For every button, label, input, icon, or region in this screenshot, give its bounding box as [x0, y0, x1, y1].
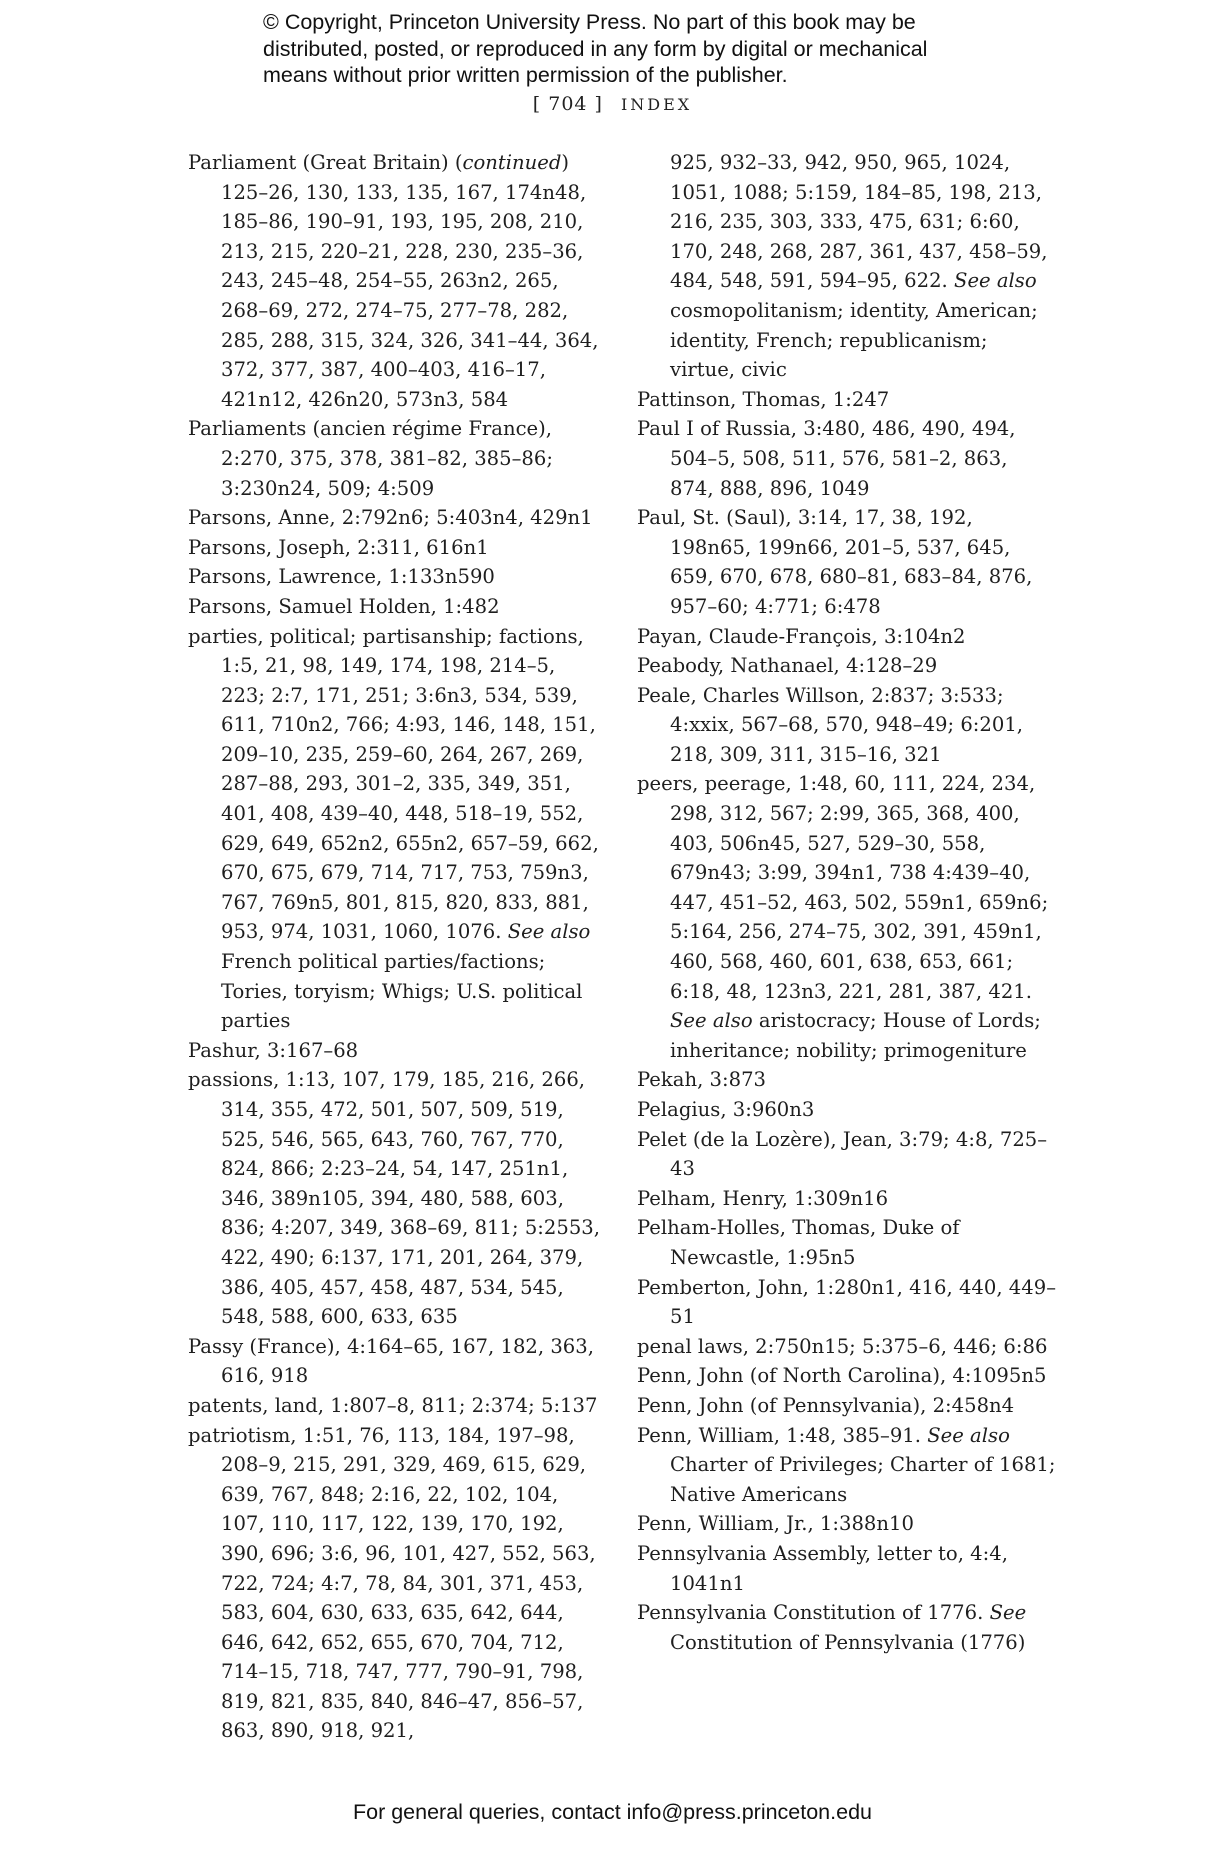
index-entry-text: Pekah, 3:873 — [637, 1068, 766, 1092]
index-entry — [637, 1095, 1057, 1125]
index-entry — [637, 1065, 1057, 1095]
index-column-left — [188, 148, 603, 1746]
index-entry — [637, 769, 1057, 1065]
index-entry-text: Penn, John (of Pennsylvania), 2:458n4 — [637, 1393, 1015, 1417]
index-entry-text: Pattinson, Thomas, 1:247 — [637, 387, 890, 411]
index-entry-text: Parsons, Anne, 2:792n6; 5:403n4, 429n1 — [188, 506, 593, 530]
index-entry-text: Pelham-Holles, Thomas, Duke of Newcastle, 1:95n5 — [637, 1216, 960, 1269]
index-entry — [188, 533, 603, 563]
index-entry — [188, 1391, 603, 1421]
index-entry-text: cosmopolitanism; identity, American; identity, French; republicanism; virtue, civic — [670, 298, 1038, 382]
index-entry — [188, 148, 603, 178]
index-entry-text: Peabody, Nathanael, 4:128–29 — [637, 654, 938, 678]
index-entry — [188, 562, 603, 592]
index-entry-text: Penn, William, 1:48, 385–91. — [637, 1423, 928, 1447]
index-entry — [637, 1391, 1057, 1421]
index-entry-see-reference: See — [989, 1601, 1027, 1625]
index-entry-text: Paul I of Russia, 3:480, 486, 490, 494, 504–5, 508, 511, 576, 581–2, 863, 874, 888, 896, 1049 — [637, 417, 1016, 500]
index-entry-text: 925, 932–33, 942, 950, 965, 1024, 1051, 1088; 5:159, 184–85, 198, 213, 216, 235, 303, 333, 475, 631; 6:60, 170, 248, 268, 287, 361, 437, 458–59, 484, 548, 591, 594–95, 622. — [670, 151, 1048, 293]
index-entry — [637, 1332, 1057, 1362]
index-entry-see-reference: See also — [507, 920, 591, 944]
index-entry-text: Paul, St. (Saul), 3:14, 17, 38, 192, 198n65, 199n66, 201–5, 537, 645, 659, 670, 678, 680–81, 683–84, 876, 957–60; 4:771; 6:478 — [637, 506, 1033, 618]
index-entry-text: ) — [561, 151, 570, 174]
index-entry — [637, 1273, 1057, 1332]
index-entry-text: Penn, John (of North Carolina), 4:1095n5 — [637, 1364, 1047, 1388]
index-entry-see-reference: See also — [927, 1423, 1010, 1447]
index-entry — [188, 1332, 603, 1391]
index-entry-text: French political parties/factions; Tories, toryism; Whigs; U.S. political parties — [221, 950, 583, 1033]
index-column-right — [637, 148, 1057, 1657]
index-entry — [637, 148, 1057, 385]
index-entry — [637, 385, 1057, 415]
index-entry — [188, 1036, 603, 1066]
index-entry-text: Parsons, Lawrence, 1:133n590 — [188, 565, 495, 589]
index-entry-text: 125–26, 130, 133, 135, 167, 174n48, 185–86, 190–91, 193, 195, 208, 210, 213, 215, 220–21, 228, 230, 235–36, 243, 245–48, 254–55, 263n2, 265, 268–69, 272, 274–75, 277–78, 282, 285, 288, 315, 324, 326, 341–44, 364, 372, 377, 387, 400–403, 416–17, 421n12, 426n20, 573n3, 584 — [221, 180, 599, 411]
index-entry — [637, 414, 1057, 503]
index-entry — [637, 1184, 1057, 1214]
index-entry — [637, 651, 1057, 681]
section-title: INDEX — [620, 95, 693, 114]
index-entry-text: Parsons, Samuel Holden, 1:482 — [188, 594, 500, 618]
copyright-notice: © Copyright, Princeton University Press. No part of this book may be distributed, posted, or reproduced in any form by digital or mechanical means without prior written permission of the publisher. — [263, 10, 928, 87]
index-entry — [637, 1509, 1057, 1539]
index-entry-text: passions, 1:13, 107, 179, 185, 216, 266, 314, 355, 472, 501, 507, 509, 519, 525, 546, 565, 643, 760, 767, 770, 824, 866; 2:23–24, 54, 147, 251n1, 346, 389n105, 394, 480, 588, 603, 836; 4:207, 349, 368–69, 811; 5:2553, 422, 490; 6:137, 171, 201, 264, 379, 386, 405, 457, 458, 487, 534, 545, 548, 588, 600, 633, 635 — [188, 1068, 600, 1329]
index-entry-text: Payan, Claude-François, 3:104n2 — [637, 624, 966, 648]
index-entry — [637, 681, 1057, 770]
index-entry — [637, 1213, 1057, 1272]
index-entry — [188, 414, 603, 503]
index-entry — [188, 503, 603, 533]
index-entry — [188, 592, 603, 622]
index-entry-text: Parliament (Great Britain) ( — [188, 151, 463, 174]
index-entry-text: Peale, Charles Willson, 2:837; 3:533; 4:xxix, 567–68, 570, 948–49; 6:201, 218, 309, 311, 315–16, 321 — [637, 683, 1024, 766]
index-entry-text: Pennsylvania Assembly, letter to, 4:4, 1041n1 — [637, 1541, 1008, 1595]
index-entry-text: Pelet (de la Lozère), Jean, 3:79; 4:8, 725–43 — [637, 1127, 1048, 1181]
index-entry-text: Pemberton, John, 1:280n1, 416, 440, 449–51 — [637, 1275, 1056, 1329]
index-entry-text: Penn, William, Jr., 1:388n10 — [637, 1512, 914, 1536]
page-number: [ 704 ] — [532, 93, 603, 115]
index-entry-text: peers, peerage, 1:48, 60, 111, 224, 234, 298, 312, 567; 2:99, 365, 368, 400, 403, 506n45, 527, 529–30, 558, 679n43; 3:99, 394n1, 738 4:439–40, 447, 451–52, 463, 502, 559n1, 659n6; 5:164, 256, 274–75, 302, 391, 459n1, 460, 568, 460, 601, 638, 653, 661; 6:18, 48, 123n3, 221, 281, 387, 421. — [637, 772, 1049, 1003]
index-entry-see-reference: See also — [670, 1009, 753, 1033]
index-entry-text: Parliaments (ancien régime France), 2:270, 375, 378, 381–82, 385–86; 3:230n24, 509; 4:509 — [188, 417, 553, 500]
index-entry — [637, 503, 1057, 621]
index-entry — [188, 622, 603, 1036]
index-entry-text: Charter of Privileges; Charter of 1681; Native Americans — [670, 1453, 1056, 1506]
index-entry — [637, 1539, 1057, 1598]
index-entry — [637, 622, 1057, 652]
index-entry-see-reference: See also — [954, 269, 1037, 293]
index-entry-text: Pashur, 3:167–68 — [188, 1038, 359, 1062]
index-entry — [188, 178, 603, 415]
index-entry-text: Constitution of Pennsylvania (1776) — [670, 1630, 1026, 1654]
index-entry-text: Pelagius, 3:960n3 — [637, 1098, 815, 1121]
index-entry-text: Passy (France), 4:164–65, 167, 182, 363, 616, 918 — [188, 1334, 594, 1388]
index-entry — [637, 1125, 1057, 1184]
running-head — [0, 93, 1225, 115]
index-entry — [637, 1421, 1057, 1510]
index-entry-text: patents, land, 1:807–8, 811; 2:374; 5:137 — [188, 1393, 598, 1417]
index-entry-text: Pelham, Henry, 1:309n16 — [637, 1186, 889, 1210]
index-entry — [188, 1065, 603, 1331]
index-entry — [188, 1421, 603, 1747]
index-entry-see-reference: continued — [462, 151, 562, 174]
index-entry-text: penal laws, 2:750n15; 5:375–6, 446; 6:86 — [637, 1334, 1048, 1358]
index-entry-text: patriotism, 1:51, 76, 113, 184, 197–98, 208–9, 215, 291, 329, 469, 615, 629, 639, 767, 848; 2:16, 22, 102, 104, 107, 110, 117, 122, 139, 170, 192, 390, 696; 3:6, 96, 101, 427, 552, 563, 722, 724; 4:7, 78, 84, 301, 371, 453, 583, 604, 630, 633, 635, 642, 644, 646, 642, 652, 655, 670, 704, 712, 714–15, 718, 747, 777, 790–91, 798, 819, 821, 835, 840, 846–47, 856–57, 863, 890, 918, 921, — [188, 1423, 596, 1743]
index-entry — [637, 1361, 1057, 1391]
footer-contact: For general queries, contact info@press.princeton.edu — [352, 1800, 872, 1824]
index-entry-text: parties, political; partisanship; factions, 1:5, 21, 98, 149, 174, 198, 214–5, 223; 2:7, 171, 251; 3:6n3, 534, 539, 611, 710n2, 766; 4:93, 146, 148, 151, 209–10, 235, 259–60, 264, 267, 269, 287–88, 293, 301–2, 335, 349, 351, 401, 408, 439–40, 448, 518–19, 552, 629, 649, 652n2, 655n2, 657–59, 662, 670, 675, 679, 714, 717, 753, 759n3, 767, 769n5, 801, 815, 820, 833, 881, 953, 974, 1031, 1060, 1076. — [188, 624, 599, 944]
index-entry — [637, 1598, 1057, 1657]
index-entry-text: Parsons, Joseph, 2:311, 616n1 — [188, 535, 489, 559]
index-entry-text: Pennsylvania Constitution of 1776. — [637, 1601, 990, 1625]
index-entry-text: aristocracy; House of Lords; inheritance; nobility; primogeniture — [670, 1009, 1041, 1062]
